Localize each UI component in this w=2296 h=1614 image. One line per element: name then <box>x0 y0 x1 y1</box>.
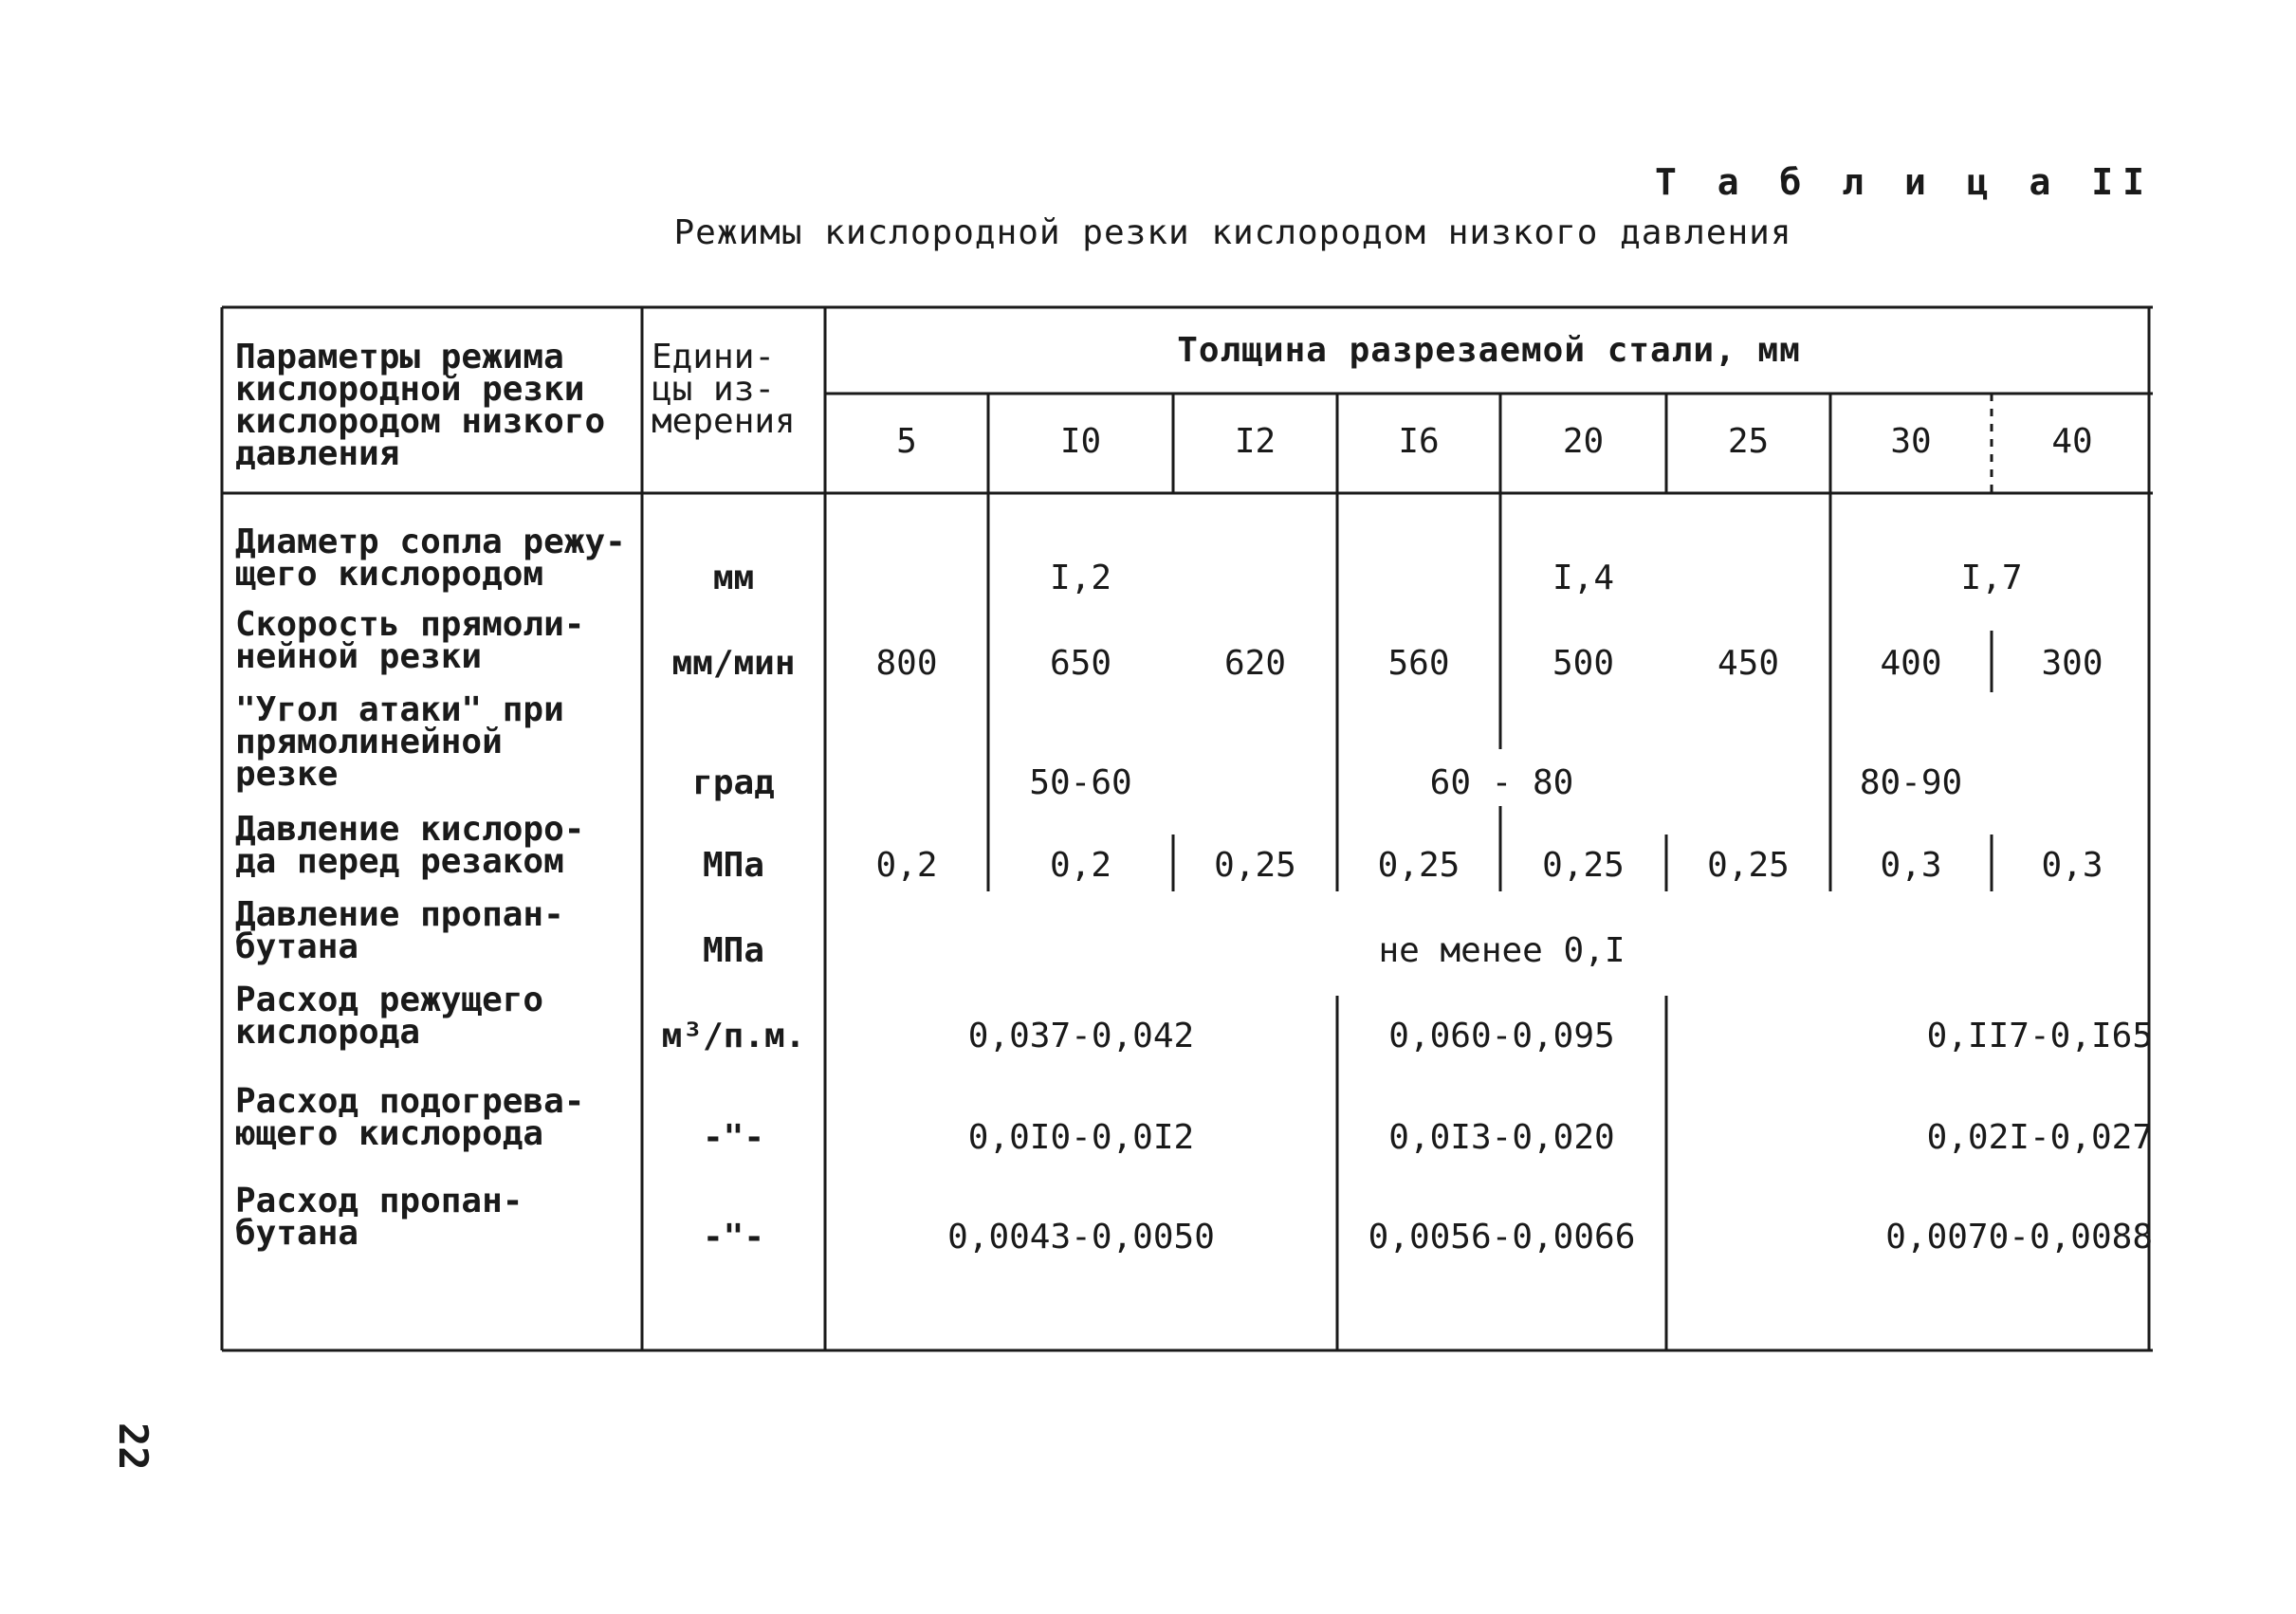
thickness-16: I6 <box>1398 422 1440 461</box>
row-propane-pressure-value: не менее 0,I <box>1378 931 1626 970</box>
row-cutting-oxygen-param: Расход режущего кислорода <box>235 981 544 1052</box>
table-caption: Т а б л и ц а II <box>1654 161 2154 203</box>
row-speed-value: 300 <box>2041 644 2103 683</box>
row-speed-value: 560 <box>1387 644 1450 683</box>
header-param-label: Параметры режима кислородной резки кислородом низкого давления <box>235 338 606 473</box>
row-angle-value: 80-90 <box>1859 763 1963 802</box>
cutting-modes-table <box>218 303 2153 1352</box>
row-propane-flow-value: 0,0056-0,0066 <box>1368 1218 1636 1256</box>
thickness-20: 20 <box>1562 422 1605 461</box>
row-oxygen-pressure-value: 0,3 <box>2041 846 2103 885</box>
row-speed-value: 650 <box>1049 644 1112 683</box>
row-propane-flow-param: Расход пропан- бутана <box>235 1182 523 1253</box>
row-nozzle-value: I,7 <box>1960 559 2023 597</box>
row-cutting-oxygen-unit: м³/п.м. <box>661 1017 806 1055</box>
thickness-5: 5 <box>896 422 917 461</box>
row-angle-value: 60 - 80 <box>1429 763 1574 802</box>
row-oxygen-pressure-value: 0,2 <box>1049 846 1112 885</box>
row-speed-param: Скорость прямоли- нейной резки <box>235 605 585 676</box>
row-nozzle-param: Диаметр сопла режу- щего кислородом <box>235 523 626 594</box>
row-propane-flow-unit: -"- <box>702 1218 765 1256</box>
row-speed-value: 450 <box>1717 644 1780 683</box>
header-unit-label: Едини- цы из- мерения <box>652 338 796 441</box>
page-number: 22 <box>110 1422 156 1471</box>
table-title: Режимы кислородной резки кислородом низкого давления <box>673 213 1792 252</box>
thickness-10: I0 <box>1059 422 1102 461</box>
header-thickness-label: Толщина разрезаемой стали, мм <box>1177 331 1801 370</box>
row-oxygen-pressure-unit: МПа <box>702 846 765 885</box>
row-oxygen-pressure-value: 0,25 <box>1707 846 1790 885</box>
row-nozzle-unit: мм <box>712 559 755 597</box>
thickness-30: 30 <box>1890 422 1932 461</box>
row-propane-flow-value: 0,0043-0,0050 <box>947 1218 1215 1256</box>
thickness-12: I2 <box>1234 422 1277 461</box>
row-oxygen-pressure-value: 0,25 <box>1542 846 1625 885</box>
row-speed-value: 620 <box>1223 644 1287 683</box>
row-speed-value: 800 <box>875 644 938 683</box>
row-oxygen-pressure-value: 0,25 <box>1377 846 1460 885</box>
row-angle-param: "Угол атаки" при прямолинейной резке <box>235 690 564 794</box>
row-heating-oxygen-unit: -"- <box>702 1118 765 1157</box>
row-speed-value: 400 <box>1880 644 1942 683</box>
row-nozzle-value: I,4 <box>1552 559 1615 597</box>
row-oxygen-pressure-value: 0,25 <box>1214 846 1296 885</box>
row-oxygen-pressure-param: Давление кислоро- да перед резаком <box>235 810 585 881</box>
row-angle-unit: град <box>692 763 775 802</box>
row-speed-value: 500 <box>1552 644 1615 683</box>
row-heating-oxygen-value: 0,02I-0,027 <box>1926 1118 2153 1157</box>
row-oxygen-pressure-value: 0,2 <box>875 846 938 885</box>
row-nozzle-value: I,2 <box>1049 559 1112 597</box>
row-speed-unit: мм/мин <box>671 644 796 683</box>
thickness-40: 40 <box>2051 422 2093 461</box>
row-cutting-oxygen-value: 0,060-0,095 <box>1388 1017 1615 1055</box>
row-angle-value: 50-60 <box>1029 763 1132 802</box>
row-oxygen-pressure-value: 0,3 <box>1880 846 1942 885</box>
row-heating-oxygen-value: 0,0I3-0,020 <box>1388 1118 1615 1157</box>
row-heating-oxygen-value: 0,0I0-0,0I2 <box>967 1118 1195 1157</box>
thickness-25: 25 <box>1727 422 1770 461</box>
row-propane-pressure-unit: МПа <box>702 931 765 970</box>
row-cutting-oxygen-value: 0,II7-0,I65 <box>1926 1017 2153 1055</box>
row-cutting-oxygen-value: 0,037-0,042 <box>967 1017 1195 1055</box>
row-propane-flow-value: 0,0070-0,0088 <box>1885 1218 2153 1256</box>
row-propane-pressure-param: Давление пропан- бутана <box>235 895 564 966</box>
row-heating-oxygen-param: Расход подогрева- ющего кислорода <box>235 1082 585 1153</box>
